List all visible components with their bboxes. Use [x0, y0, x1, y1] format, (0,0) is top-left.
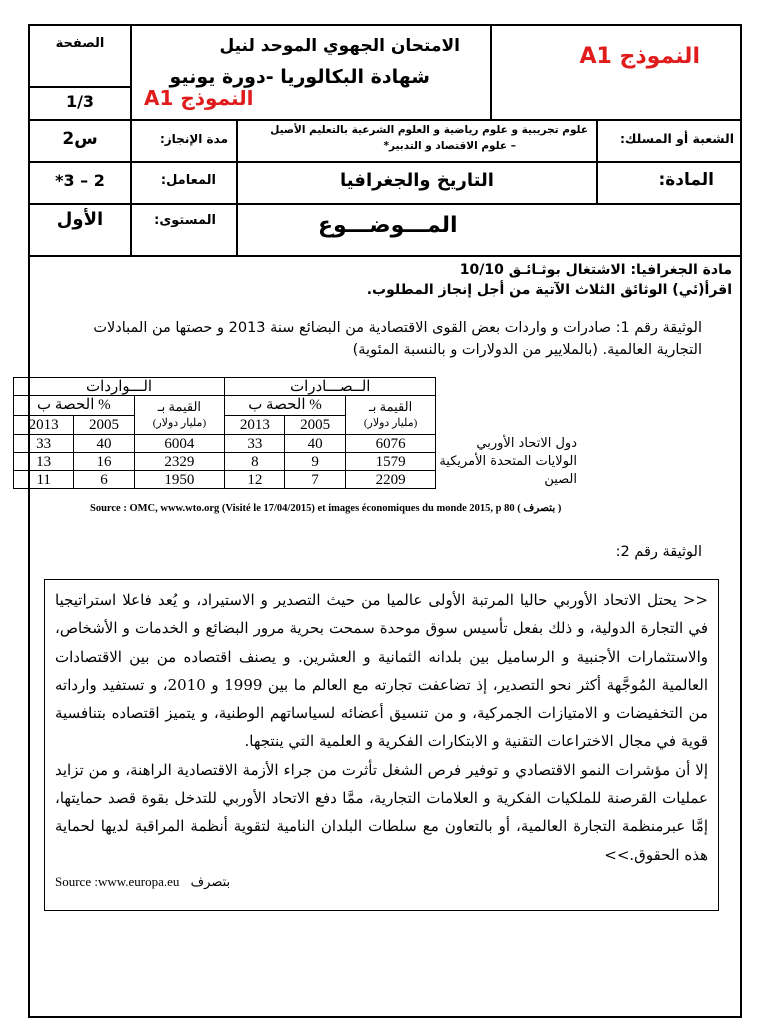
subject-label-cell: [598, 161, 740, 203]
duration-label-cell: [132, 119, 236, 161]
table-cell: 1579: [345, 453, 435, 471]
table-cell: 33: [225, 435, 285, 453]
branch-value-line2: – علوم الاقتصاد و التدبير*: [383, 140, 516, 152]
table-row: [14, 435, 581, 453]
exam-title-cell: [132, 26, 490, 119]
table-row: [14, 453, 581, 471]
branch-label: الشعبة أو المسلك:: [619, 131, 734, 146]
imports-value-label: القيمة بـ: [157, 399, 202, 414]
doc1-title-line2: التجارية العالمية. (بالملايير من الدولارات و بالنسبة المئوية): [352, 342, 702, 358]
table-cell: 33: [14, 435, 74, 453]
model-label: النموذج A1: [579, 44, 700, 69]
coef-label: المعامل:: [160, 173, 216, 188]
doc2-text-box: [44, 579, 719, 911]
header-row-subject: [30, 161, 740, 205]
intro-line1: مادة الجغرافيا: الاشتغال بوثـائـق 10/10: [459, 262, 732, 278]
table-cell: 2209: [345, 471, 435, 489]
duration-value: 2س: [62, 129, 98, 149]
subject-value: التاريخ والجغرافيا: [340, 170, 494, 191]
coef-value-cell: [30, 161, 130, 203]
topic-title: المـــوضـــوع: [318, 213, 458, 238]
level-value: الأول: [56, 209, 104, 230]
imports-value-header: [134, 396, 224, 435]
exports-header: الــصـــادرات: [225, 378, 436, 396]
header-row-branch: [30, 119, 740, 163]
level-value-cell: [30, 203, 130, 255]
doc1-source: Source : OMC, www.wto.org (Visité le 17/04/2015) et images économiques du monde 2015, p 80 ( بتصرف ): [90, 503, 562, 514]
page-number: 1/3: [65, 92, 95, 111]
doc2-paragraph-1: << يحتل الاتحاد الأوربي حاليا المرتبة الأولى عالميا من حيث التصدير و الاستيراد، و يُعد فاعلا استراتيجيا في التجارة الدولية، و ذلك بفعل تأسيس سوق موحدة سمحت بحرية مرور البضائع و الخدمات و الأشخاص، والاستثمارات الأجنبية و الرساميل بين بلدانه الثمانية و العشرين. و يصنف اقتصاده من بين الاقتصادات العالمية المُوجَّهة أكثر نحو التصدير، إذ تضاعفت تجارته مع العالم ما بين 1999 و 2010، و تستفيد وارداته من التخفيضات و الامتيازات الجمركية، و من تنسيق أعضائه لسياساتهم الوطنية، و يتميز اقتصاده بتنافسية قوية في مجال الاختراعات التقنية و الابتكارات الفكرية و العلمية التي ينتجها.: [55, 591, 708, 751]
header-row-level: [30, 203, 740, 257]
imports-share-header: الحصة ب %: [14, 396, 135, 416]
doc1-title-line1: الوثيقة رقم 1: صادرات و واردات بعض القوى الاقتصادية من البضائع سنة 2013 و حصتها من المبادلات: [93, 320, 702, 336]
exports-value-header: [345, 396, 435, 435]
duration-label: مدة الإنجاز:: [159, 132, 228, 146]
imports-header: الـــواردات: [14, 378, 225, 396]
exam-title-line2: شهادة البكالوريا -دورة يونيو: [169, 66, 430, 88]
level-label-cell: [132, 203, 236, 255]
page-label-cell: [30, 26, 130, 119]
table-row: [14, 471, 581, 489]
table-cell: 13: [14, 453, 74, 471]
exports-value-label: القيمة بـ: [368, 399, 413, 414]
subject-value-cell: [238, 161, 596, 203]
trade-table: [13, 377, 580, 489]
exports-share-header: الحصة ب %: [225, 396, 346, 416]
doc2-source: [55, 871, 708, 893]
duration-value-cell: [30, 119, 130, 161]
exam-page-frame: [28, 24, 742, 1018]
table-cell: 8: [225, 453, 285, 471]
level-label: المستوى:: [154, 213, 216, 228]
table-cell: 1950: [134, 471, 224, 489]
table-cell: 6076: [345, 435, 435, 453]
table-cell: 6: [74, 471, 134, 489]
table-cell: 9: [285, 453, 345, 471]
exam-title-line1: الامتحان الجهوي الموحد لنيل: [219, 36, 460, 56]
intro-line2: اقرأ(ئي) الوثائق الثلاث الآتية من أجل إنجاز المطلوب.: [366, 282, 732, 298]
doc2-source-latin: Source :www.europa.eu: [55, 873, 180, 889]
branch-value-cell: [238, 119, 596, 161]
table-cell: 40: [285, 435, 345, 453]
topic-cell: [238, 203, 740, 255]
page-label: الصفحة: [55, 36, 105, 51]
table-cell: 12: [225, 471, 285, 489]
row-label: دول الاتحاد الأوربي: [476, 435, 577, 451]
table-cell: 11: [14, 471, 74, 489]
doc2-source-ar: بتصرف: [190, 873, 231, 889]
coef-label-cell: [132, 161, 236, 203]
imports-2005-header: 2005: [74, 415, 134, 435]
coef-value: *3 – 2: [55, 171, 105, 190]
table-cell: 7: [285, 471, 345, 489]
table-cell: 40: [74, 435, 134, 453]
doc2-title: الوثيقة رقم 2:: [615, 544, 702, 560]
table-cell: 16: [74, 453, 134, 471]
header-row-title: [30, 26, 740, 121]
imports-2013-header: 2013: [14, 415, 74, 435]
exports-value-unit: (مليار دولار): [363, 417, 418, 429]
table-cell: 6004: [134, 435, 224, 453]
row-label: الولايات المتحدة الأمريكية: [439, 453, 577, 469]
branch-label-cell: [598, 119, 740, 161]
doc2-paragraph-2: إلا أن مؤشرات النمو الاقتصادي و توفير فرص الشغل تأثرت من جراء الأزمة الاقتصادية الراهنة، و من تزايد عمليات القرصنة للملكيات الفكرية و العلامات التجارية، ممَّا دفع الاتحاد الأوربي للتدخل بقوة قصد حمايتها، إمَّا عبرمنظمة التجارة العالمية، أو بالتعاون مع سلطات البلدان النامية لتقوية أنظمة المراقبة لديها لحماية هذه الحقوق.>>: [55, 760, 708, 864]
model-cell: [492, 26, 740, 119]
subject-label: المادة:: [658, 170, 714, 190]
branch-value-line1: علوم تجريبية و علوم رياضية و العلوم الشرعية بالتعليم الأصيل: [270, 124, 588, 136]
table-cell: 2329: [134, 453, 224, 471]
imports-value-unit: (مليار دولار): [152, 417, 207, 429]
model-stamp-small: النموذج A1: [144, 86, 254, 110]
exports-2005-header: 2005: [285, 415, 345, 435]
row-label: الصين: [544, 471, 577, 487]
exports-2013-header: 2013: [225, 415, 285, 435]
